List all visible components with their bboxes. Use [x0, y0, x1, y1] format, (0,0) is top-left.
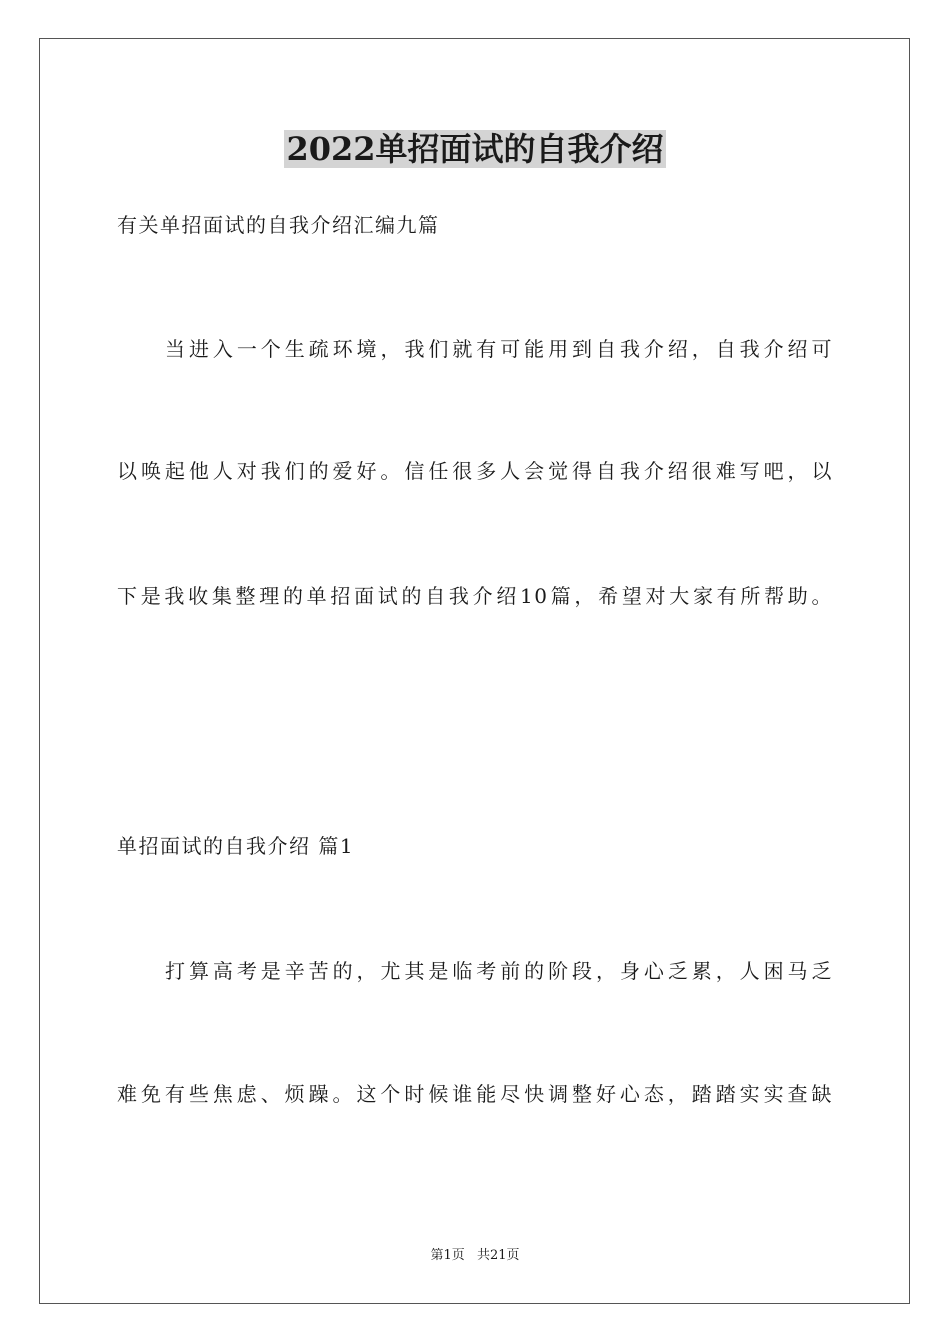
intro-line-1: 当进入一个生疏环境，我们就有可能用到自我介绍，自我介绍可	[165, 337, 833, 361]
section-line-1: 打算高考是辛苦的，尤其是临考前的阶段，身心乏累，人困马乏	[165, 959, 833, 983]
section-heading: 单招面试的自我介绍 篇1	[117, 834, 355, 858]
document-title-wrapper	[0, 128, 950, 170]
document-title: 2022单招面试的自我介绍	[286, 130, 664, 168]
section-line-2: 难免有些焦虑、烦躁。这个时候谁能尽快调整好心态，踏踏实实查缺	[117, 1082, 833, 1106]
page-number-total: 共21页	[476, 1248, 520, 1263]
intro-line-2: 以唤起他人对我们的爱好。信任很多人会觉得自我介绍很难写吧，以	[117, 459, 833, 483]
intro-line-3: 下是我收集整理的单招面试的自我介绍10篇，希望对大家有所帮助。	[117, 584, 833, 608]
document-subtitle: 有关单招面试的自我介绍汇编九篇	[117, 213, 440, 237]
page-number-current: 第1页	[430, 1248, 465, 1263]
page-footer	[0, 1247, 950, 1265]
